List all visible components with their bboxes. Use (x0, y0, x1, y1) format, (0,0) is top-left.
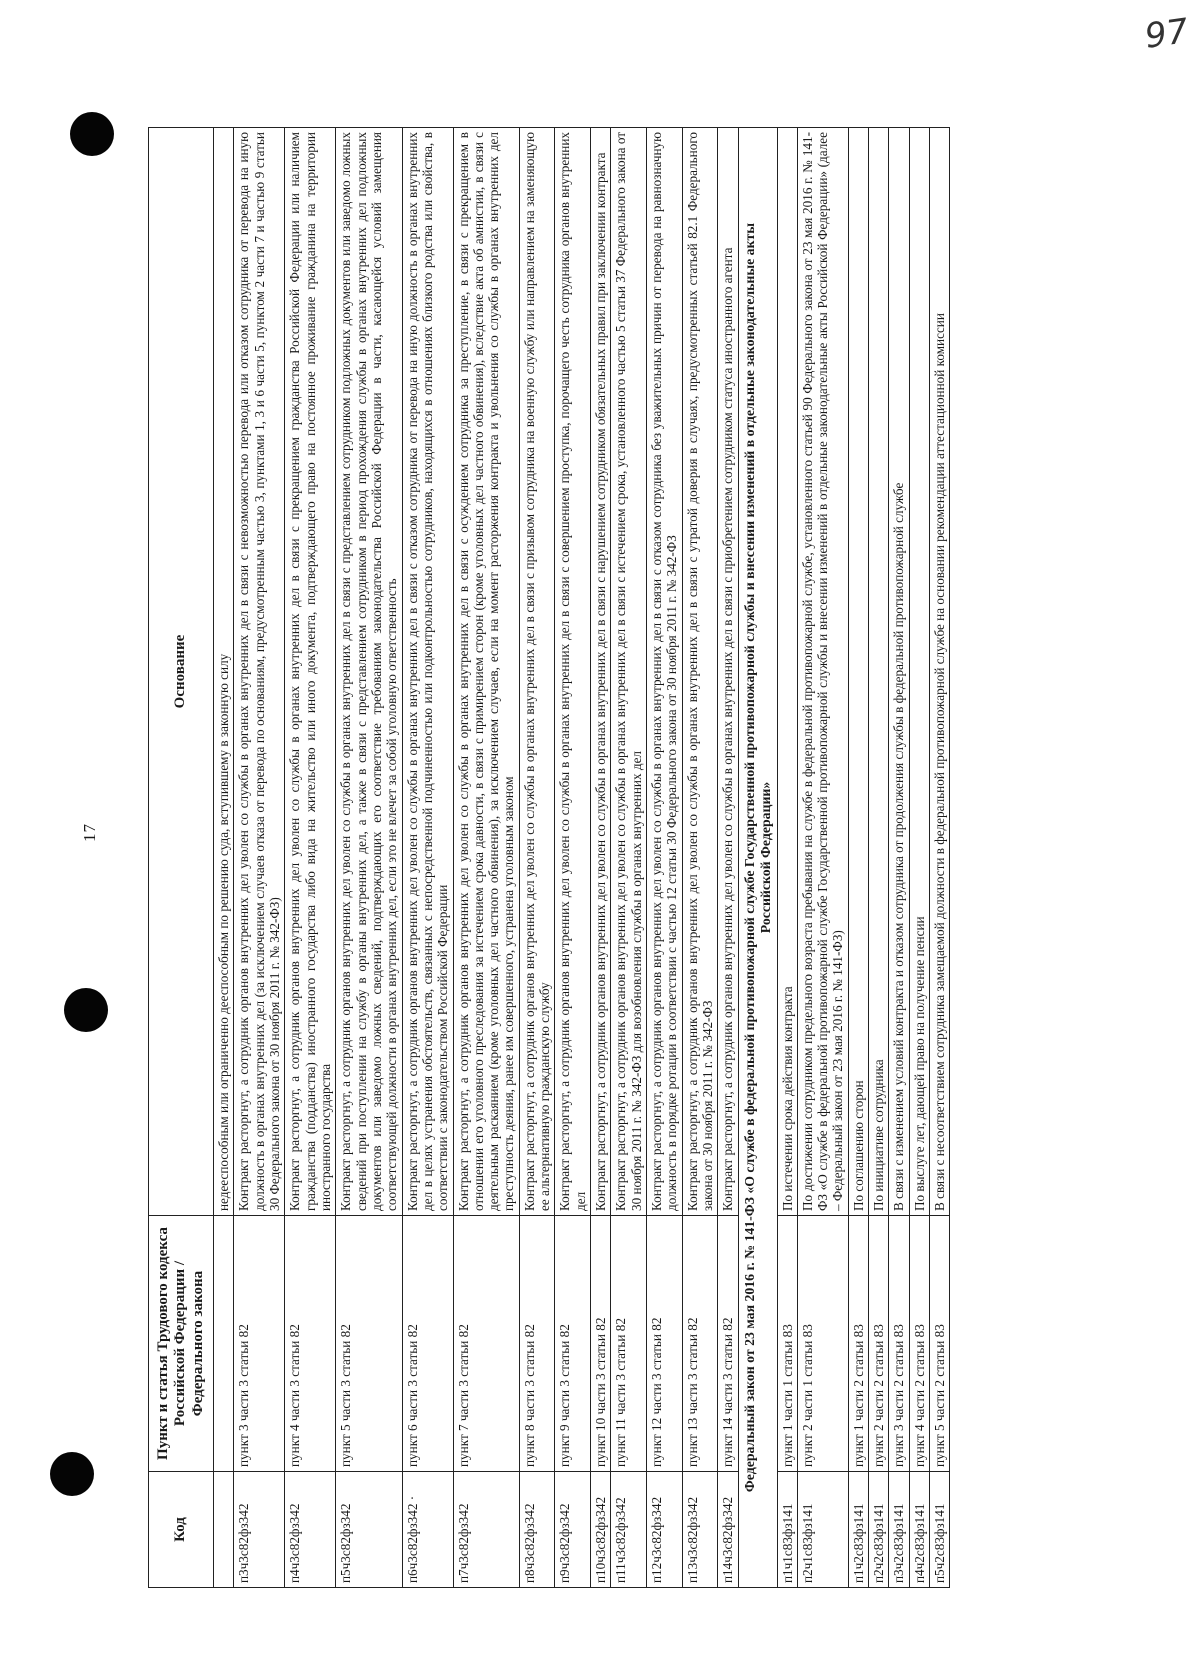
cell-code: п3ч2с83фз141 (889, 1472, 909, 1588)
table-row (234, 128, 285, 1588)
cell-basis: недееспособным или ограниченно дееспособным по решению суда, вступившему в законную силу (214, 128, 234, 1216)
cell-article: пункт 1 части 2 статьи 83 (848, 1216, 868, 1472)
cell-basis: Контракт расторгнут, а сотрудник органов внутренних дел уволен со службы в органах внутренних дел в связи с истечением срока, установленного частью 5 статьи 37 Федерального закона от 30 ноября 2011 г. № 342-ФЗ для возобновления службы в органах внутренних дел (611, 128, 647, 1216)
cell-article: пункт 4 части 3 статьи 82 (285, 1216, 336, 1472)
cell-code (214, 1472, 234, 1588)
cell-basis: По инициативе сотрудника (869, 128, 889, 1216)
header-basis: Основание (149, 128, 214, 1216)
cell-code: п9ч3с82фз342 (555, 1472, 591, 1588)
cell-code: п8ч3с82фз342 (519, 1472, 555, 1588)
table-row (402, 128, 453, 1588)
rotated-page-content (148, 128, 950, 1588)
cell-article: пункт 3 части 2 статьи 83 (889, 1216, 909, 1472)
cell-basis: Контракт расторгнут, а сотрудник органов внутренних дел уволен со службы в органах внутренних дел в связи с приобретением сотрудником статуса иностранного агента (718, 128, 738, 1216)
cell-article: пункт 7 части 3 статьи 82 (453, 1216, 519, 1472)
cell-basis: Контракт расторгнут, а сотрудник органов внутренних дел уволен со службы в органах внутренних дел в связи с утратой доверия в случаях, предусмотренных статьей 82.1 Федерального закона от 30 ноября 2011 г. № 342-ФЗ (682, 128, 718, 1216)
table-row (909, 128, 929, 1588)
cell-article: пункт 5 части 3 статьи 82 (336, 1216, 402, 1472)
punch-hole-top (70, 112, 114, 156)
cell-basis: Контракт расторгнут, а сотрудник органов внутренних дел уволен со службы в органах внутренних дел в связи с прекращением гражданства Российской Федерации или наличием гражданства (подданства) иностранного государства либо вида на жительство или иного документа, подтверждающего право на постоянное проживание гражданина на территории иностранного государства (285, 128, 336, 1216)
table-body (214, 128, 950, 1588)
cell-article: пункт 13 части 3 статьи 82 (682, 1216, 718, 1472)
cell-code: п14ч3с82фз342 (718, 1472, 738, 1588)
cell-basis: Контракт расторгнут, а сотрудник органов внутренних дел уволен со службы в органах внутренних дел в связи с представлением сотрудником подложных документов или заведомо ложных сведений при поступлении на службу в органы внутренних дел, а также в связи с представлением сотрудником в период прохождения службы в органах внутренних дел подложных документов или заведомо ложных сведений, подтверждающих его соответствие требованиям законодательства Российской Федерации в части, касающейся условий замещения соответствующей должности в органах внутренних дел, если это не влечет за собой уголовную ответственность (336, 128, 402, 1216)
cell-code: п6ч3с82фз342 · (402, 1472, 453, 1588)
cell-code: п2ч2с83фз141 (869, 1472, 889, 1588)
cell-article: пункт 14 части 3 статьи 82 (718, 1216, 738, 1472)
punch-hole-bottom (50, 1452, 94, 1496)
table-row (889, 128, 909, 1588)
handwritten-page-number: 97 (1142, 11, 1191, 57)
cell-article: пункт 4 части 2 статьи 83 (909, 1216, 929, 1472)
table-row (682, 128, 718, 1588)
cell-basis: Контракт расторгнут, а сотрудник органов внутренних дел уволен со службы в органах внутренних дел в связи с отказом сотрудника от перевода на иную должность в органах внутренних дел в целях устранения обстоятельств, связанных с непосредственной подчиненностью или подконтрольностью сотрудников, находящихся в отношениях близкого родства или свойства, в соответствии с законодательством Российской Федерации (402, 128, 453, 1216)
cell-article: пункт 2 части 1 статьи 83 (797, 1216, 848, 1472)
cell-code: п12ч3с82фз342 (646, 1472, 682, 1588)
table-row (869, 128, 889, 1588)
table-row (591, 128, 611, 1588)
table-row (519, 128, 555, 1588)
cell-article: пункт 9 части 3 статьи 82 (555, 1216, 591, 1472)
cell-code: п1ч2с83фз141 (848, 1472, 868, 1588)
cell-article: пункт 11 части 3 статьи 82 (611, 1216, 647, 1472)
cell-article: пункт 12 части 3 статьи 82 (646, 1216, 682, 1472)
table-row (611, 128, 647, 1588)
cell-code: п10ч3с82фз342 (591, 1472, 611, 1588)
cell-code: п11ч3с82фз342 (611, 1472, 647, 1588)
cell-code: п5ч3с82фз342 (336, 1472, 402, 1588)
cell-code: п2ч1с83фз141 (797, 1472, 848, 1588)
punch-hole-middle (64, 988, 108, 1032)
table-row (646, 128, 682, 1588)
table-row (453, 128, 519, 1588)
cell-code: п3ч3с82фз342 (234, 1472, 285, 1588)
cell-article: пункт 1 части 1 статьи 83 (777, 1216, 797, 1472)
table-row (848, 128, 868, 1588)
table-row (555, 128, 591, 1588)
cell-basis: Контракт расторгнут, а сотрудник органов внутренних дел уволен со службы в органах внутренних дел в связи с призывом сотрудника на военную службу или направлением на заменяющую ее альтернативную гражданскую службу (519, 128, 555, 1216)
table-row (214, 128, 234, 1588)
dismissal-codes-table (148, 127, 950, 1588)
cell-article: пункт 2 части 2 статьи 83 (869, 1216, 889, 1472)
cell-article: пункт 6 части 3 статьи 82 (402, 1216, 453, 1472)
cell-article: пункт 10 части 3 статьи 82 (591, 1216, 611, 1472)
header-code: Код (149, 1472, 214, 1588)
header-article: Пункт и статья Трудового кодекса Российской Федерации / Федерального закона (149, 1216, 214, 1472)
cell-basis: По выслуге лет, дающей право на получение пенсии (909, 128, 929, 1216)
cell-article: пункт 3 части 3 статьи 82 (234, 1216, 285, 1472)
table-row (930, 128, 950, 1588)
table-row (285, 128, 336, 1588)
cell-code: п7ч3с82фз342 (453, 1472, 519, 1588)
cell-code: п4ч2с83фз141 (909, 1472, 929, 1588)
table-row (797, 128, 848, 1588)
cell-basis: Контракт расторгнут, а сотрудник органов внутренних дел уволен со службы в органах внутренних дел в связи с совершением проступка, порочащего честь сотрудника органов внутренних дел (555, 128, 591, 1216)
cell-basis: По соглашению сторон (848, 128, 868, 1216)
cell-code: п4ч3с82фз342 (285, 1472, 336, 1588)
table-row (718, 128, 738, 1588)
cell-article (214, 1216, 234, 1472)
section-title: Федеральный закон от 23 мая 2016 г. № 141-ФЗ «О службе в федеральной противопожарной службе Государственной противопожарной службы и внесении изменений в отдельные законодательные акты Российской Федерации» (738, 128, 777, 1588)
cell-article: пункт 8 части 3 статьи 82 (519, 1216, 555, 1472)
cell-code: п5ч2с83фз141 (930, 1472, 950, 1588)
cell-basis: В связи с несоответствием сотрудника замещаемой должности в федеральной противопожарной службе на основании рекомендации аттестационной комиссии (930, 128, 950, 1216)
cell-basis: По истечении срока действия контракта (777, 128, 797, 1216)
cell-basis: Контракт расторгнут, а сотрудник органов внутренних дел уволен со службы в органах внутренних дел в связи с отказом сотрудника без уважительных причин от перевода на равнозначную должность в порядке ротации в соответствии с частью 12 статьи 30 Федерального закона от 30 ноября 2011 г. № 342-ФЗ (646, 128, 682, 1216)
cell-basis: В связи с изменением условий контракта и отказом сотрудника от продолжения службы в федеральной противопожарной службе (889, 128, 909, 1216)
cell-basis: Контракт расторгнут, а сотрудник органов внутренних дел уволен со службы в органах внутренних дел в связи с нарушением сотрудником обязательных правил при заключении контракта (591, 128, 611, 1216)
cell-code: п1ч1с83фз141 (777, 1472, 797, 1588)
cell-code: п13ч3с82фз342 (682, 1472, 718, 1588)
page-number: 17 (80, 823, 99, 842)
table-header-row (149, 128, 214, 1588)
cell-article: пункт 5 части 2 статьи 83 (930, 1216, 950, 1472)
cell-basis: По достижении сотрудником предельного возраста пребывания на службе в федеральной противопожарной службе, установленного статьей 90 Федерального закона от 23 мая 2016 г. № 141-ФЗ «О службе в федеральной противопожарной службе Государственной противопожарной службы и внесении изменений в отдельные законодательные акты Российской Федерации» (далее – Федеральный закон от 23 мая 2016 г. № 141-ФЗ) (797, 128, 848, 1216)
table-row (336, 128, 402, 1588)
table-section-row (738, 128, 777, 1588)
table-row (777, 128, 797, 1588)
cell-basis: Контракт расторгнут, а сотрудник органов внутренних дел уволен со службы в органах внутренних дел в связи с осуждением сотрудника за преступление, в связи с прекращением в отношении его уголовного преследования за истечением срока давности, в связи с примирением сторон (кроме уголовных дел частного обвинения), вследствие акта об амнистии, в связи с деятельным раскаянием (кроме уголовных дел частного обвинения), за исключением случаев, если на момент расторжения контракта и увольнения со службы в органах внутренних дел преступность деяния, ранее им совершенного, устранена уголовным законом (453, 128, 519, 1216)
cell-basis: Контракт расторгнут, а сотрудник органов внутренних дел уволен со службы в органах внутренних дел в связи с невозможностью перевода или отказом сотрудника от перевода на иную должность в органах внутренних дел (за исключением случаев отказа от перевода по основаниям, предусмотренным частью 3, пунктами 1, 3 и 6 части 5, пунктом 2 части 7 и частью 9 статьи 30 Федерального закона от 30 ноября 2011 г. № 342-ФЗ) (234, 128, 285, 1216)
